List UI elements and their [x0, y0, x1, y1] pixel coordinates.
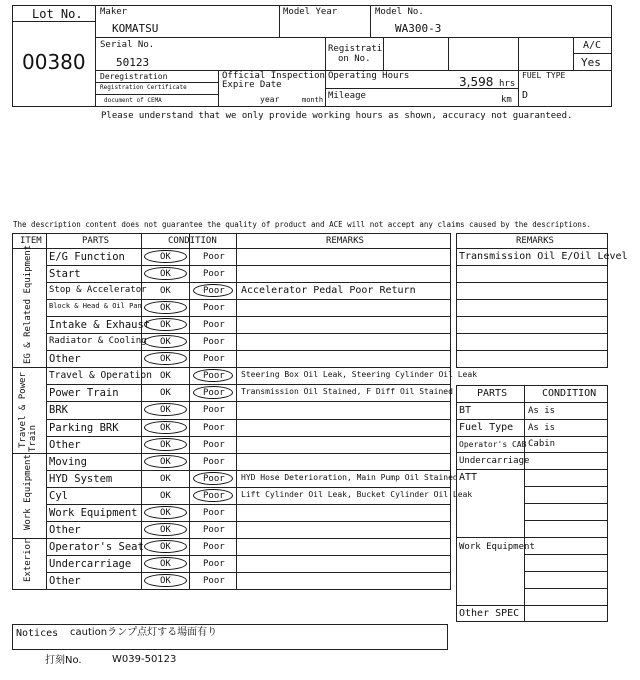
poor-option: Poor [203, 474, 225, 484]
right-part-work-equipment: Work Equipment [459, 542, 535, 552]
ok-option: OK [160, 252, 171, 262]
right-parts-header: PARTS [477, 388, 508, 399]
poor-option: Poor [203, 576, 225, 586]
right-part-undercarriage: Undercarriage [459, 456, 530, 466]
ok-option: OK [160, 491, 171, 501]
right-part-fuel: Fuel Type [459, 422, 514, 433]
poor-option: Poor [203, 440, 225, 450]
poor-option: Poor [203, 491, 225, 501]
hrs-unit: hrs [499, 79, 516, 89]
lot-label: Lot No. [32, 7, 83, 21]
part-label: Cyl [49, 490, 68, 502]
ok-option: OK [160, 320, 171, 330]
right-cond-fuel: As is [528, 423, 556, 433]
part-label: Undercarriage [49, 558, 132, 570]
ok-selected-circle [144, 421, 187, 434]
ok-selected-circle [144, 267, 187, 280]
poor-option: Poor [203, 388, 225, 398]
group-label-exterior: Exterior [23, 538, 33, 582]
group-label-work: Work Equipment [23, 454, 33, 530]
model-year-label: Model Year [283, 7, 338, 17]
remark-text: Transmission Oil Stained, F Diff Oil Stained [241, 387, 453, 396]
ok-option: OK [160, 576, 171, 586]
model-no-value: WA300-3 [395, 22, 442, 35]
right-part-other-spec: Other SPEC [459, 608, 520, 619]
poor-option: Poor [203, 405, 225, 415]
right-part-bt: BT [459, 405, 472, 416]
ok-option: OK [160, 337, 171, 347]
inspection-label-2: Expire Date [222, 80, 282, 90]
fuel-type-label: FUEL TYPE [522, 71, 566, 80]
group-label-travel-2: Train [28, 424, 38, 452]
month-label: month [302, 96, 324, 104]
poor-option: Poor [203, 320, 225, 330]
part-label: Other [49, 439, 81, 451]
ok-option: OK [160, 474, 171, 484]
cema-label: document of CEMA [104, 97, 162, 104]
operating-hours-label: Operating Hours [328, 71, 410, 81]
ok-option: OK [160, 525, 171, 535]
ok-selected-circle [144, 455, 187, 468]
col-condition-header: CONDITION [168, 236, 217, 246]
poor-option: Poor [203, 337, 225, 347]
ok-selected-circle [144, 318, 187, 331]
model-no-label: Model No. [375, 7, 424, 17]
ok-selected-circle [144, 250, 187, 263]
ok-option: OK [160, 440, 171, 450]
poor-option: Poor [203, 508, 225, 518]
operating-hours-value: 3,598 [459, 75, 494, 89]
right-remarks-line1: Transmission Oil E/Oil Level [459, 251, 628, 262]
ok-option: OK [160, 371, 171, 381]
part-label: BRK [49, 404, 68, 416]
ok-selected-circle [144, 438, 187, 451]
mileage-label: Mileage [328, 91, 366, 101]
group-label-engine: EG & Related Equipment [23, 244, 33, 364]
right-remarks-header: REMARKS [516, 236, 554, 246]
lot-number: 00380 [22, 50, 86, 74]
poor-option: Poor [203, 542, 225, 552]
registration-label-1: Registrati [328, 44, 383, 54]
poor-option: Poor [203, 286, 225, 296]
remark-text: Steering Box Oil Leak, Steering Cylinder Oil Leak [241, 370, 478, 379]
poor-selected-circle [193, 369, 233, 382]
inspection-label-1: Official Inspection [222, 71, 325, 81]
remark-text: Lift Cylinder Oil Leak, Bucket Cylinder Oil Leak [241, 490, 473, 499]
ok-selected-circle [144, 335, 187, 348]
ok-selected-circle [144, 540, 187, 553]
ac-value: Yes [581, 56, 601, 69]
maker-value: KOMATSU [112, 22, 159, 35]
part-label: Block & Head & Oil Pan [49, 302, 142, 310]
right-part-cab: Operator's CAB [459, 440, 527, 449]
notices-label: Notices [16, 628, 59, 639]
km-unit: km [501, 95, 512, 105]
col-remarks-header: REMARKS [326, 236, 364, 246]
col-item-header: ITEM [20, 236, 42, 246]
part-label: Parking BRK [49, 422, 119, 434]
part-label: Moving [49, 456, 87, 468]
ok-option: OK [160, 405, 171, 415]
ok-option: OK [160, 354, 171, 364]
part-label: Other [49, 353, 81, 365]
right-cond-cab: Cabin [528, 439, 556, 449]
part-label: Power Train [49, 387, 119, 399]
poor-option: Poor [203, 354, 225, 364]
notices-text: cautionランプ点灯する場面有り [70, 627, 218, 638]
ok-selected-circle [144, 403, 187, 416]
ok-option: OK [160, 457, 171, 467]
maker-label: Maker [100, 7, 128, 17]
poor-option: Poor [203, 423, 225, 433]
part-label: Other [49, 524, 81, 536]
registration-certificate-label: Registration Certificate [100, 84, 187, 91]
part-label: Start [49, 268, 81, 280]
poor-selected-circle [193, 489, 233, 502]
ok-option: OK [160, 303, 171, 313]
stamp-value: W039-50123 [112, 654, 177, 665]
remark-text: HYD Hose Deterioration, Main Pump Oil Stained [241, 473, 458, 482]
poor-option: Poor [203, 457, 225, 467]
ok-option: OK [160, 423, 171, 433]
poor-option: Poor [203, 559, 225, 569]
ok-selected-circle [144, 574, 187, 587]
poor-selected-circle [193, 472, 233, 485]
part-label: Work Equipment [49, 507, 138, 519]
poor-selected-circle [193, 386, 233, 399]
poor-selected-circle [193, 284, 233, 297]
part-label: HYD System [49, 473, 113, 485]
right-condition-header: CONDITION [542, 388, 597, 399]
part-label: Radiator & Cooling [49, 336, 147, 346]
group-label-travel-1: Travel & Power [18, 372, 28, 448]
stamp-label: 打刻No. [45, 655, 82, 666]
ok-option: OK [160, 388, 171, 398]
poor-option: Poor [203, 269, 225, 279]
poor-option: Poor [203, 371, 225, 381]
year-label: year [260, 95, 280, 104]
disclaimer: The description content does not guarantee the quality of product and ACE will not accept any claims caused by the descriptions. [13, 220, 591, 229]
ok-option: OK [160, 559, 171, 569]
right-cond-bt: As is [528, 406, 556, 416]
col-parts-header: PARTS [82, 236, 110, 246]
poor-option: Poor [203, 252, 225, 262]
ac-label: A/C [583, 40, 602, 51]
part-label: E/G Function [49, 251, 125, 263]
ok-option: OK [160, 286, 171, 296]
right-part-att: ATT [459, 472, 478, 483]
ok-option: OK [160, 508, 171, 518]
remark-text: Accelerator Pedal Poor Return [241, 285, 416, 296]
ok-selected-circle [144, 557, 187, 570]
serial-label: Serial No. [100, 40, 155, 50]
ok-option: OK [160, 542, 171, 552]
ok-selected-circle [144, 523, 187, 536]
poor-option: Poor [203, 303, 225, 313]
ok-selected-circle [144, 506, 187, 519]
part-label: Stop & Accelerator [49, 285, 147, 295]
ok-selected-circle [144, 301, 187, 314]
ok-option: OK [160, 269, 171, 279]
deregistration-label: Deregistration [100, 72, 168, 81]
part-label: Operator's Seat [49, 541, 144, 553]
registration-label-2: on No. [338, 54, 371, 64]
fuel-type-value: D [522, 90, 529, 101]
part-label: Other [49, 575, 81, 587]
part-label: Travel & Operation [49, 370, 152, 381]
hours-notice: Please understand that we only provide working hours as shown, accuracy not guaranteed. [101, 111, 573, 121]
serial-value: 50123 [116, 56, 150, 69]
part-label: Intake & Exhaust [49, 319, 151, 331]
poor-option: Poor [203, 525, 225, 535]
ok-selected-circle [144, 352, 187, 365]
